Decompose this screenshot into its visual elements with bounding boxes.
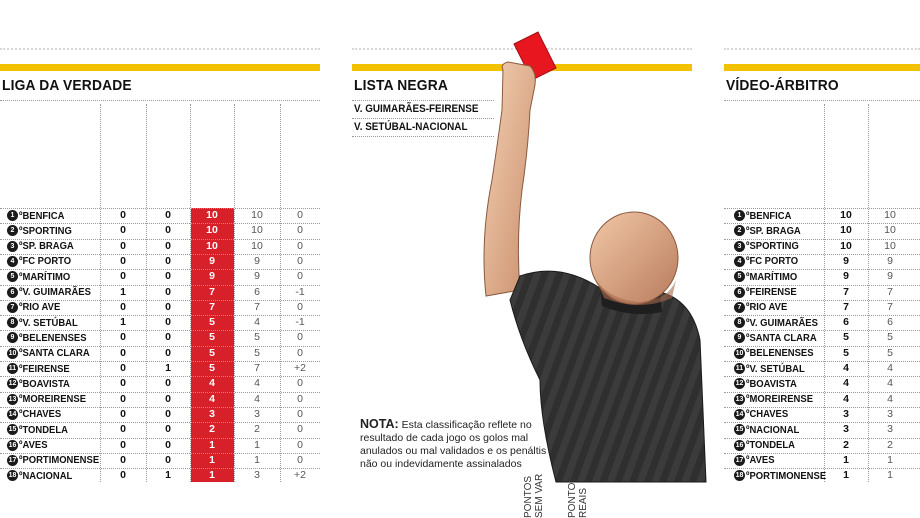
cell-reais: 7 <box>887 300 893 313</box>
rank-badge: 13 <box>8 395 17 403</box>
team-label: PORTIMONENSE <box>749 469 827 482</box>
rank-badge: 8 <box>7 317 18 328</box>
rank-badge: 1 <box>7 210 18 221</box>
rank-badge: 14 <box>735 410 744 418</box>
team-name <box>746 225 801 237</box>
cell-semvar: 2 <box>843 438 849 451</box>
team-label: V. SETÚBAL <box>22 316 78 329</box>
rank-suffix: º <box>746 454 750 467</box>
cell-prej: 1 <box>120 285 126 298</box>
rank-suffix: º <box>746 286 750 298</box>
cell-reais: 5 <box>887 331 893 344</box>
team-label: AVES <box>749 454 775 467</box>
team-label: MOREIRENSE <box>749 393 813 406</box>
table-row <box>734 468 827 483</box>
cell-semvar: 6 <box>843 316 849 329</box>
cell-verdade: 9 <box>209 270 215 283</box>
rank-suffix: º <box>746 347 750 360</box>
cell-reais: 6 <box>887 316 893 329</box>
cell-dif: 0 <box>297 224 303 237</box>
cell-benef: 0 <box>165 209 171 221</box>
cell-reais: 9 <box>887 254 893 267</box>
cell-dif: 0 <box>297 270 303 283</box>
table-row <box>734 346 824 361</box>
rank-badge: 4 <box>7 256 18 267</box>
cell-semvar: 1 <box>843 453 849 466</box>
rank-suffix: º <box>19 316 23 329</box>
cell-verdade: 7 <box>209 300 215 313</box>
rank-badge: 5 <box>7 271 18 282</box>
cell-reais: 10 <box>884 224 896 237</box>
rank-suffix: º <box>746 316 750 329</box>
cell-reais: 5 <box>887 346 893 359</box>
team-label: SANTA CLARA <box>22 347 90 360</box>
cell-benef: 0 <box>165 331 171 344</box>
cell-benef: 0 <box>165 453 171 466</box>
rank-suffix: º <box>19 240 23 253</box>
cell-dif: 0 <box>297 209 303 221</box>
rank-badge: 16 <box>8 441 17 449</box>
team-name <box>746 347 814 359</box>
team-label: V. SETÚBAL <box>749 362 805 375</box>
cell-dif: 0 <box>297 392 303 405</box>
rank-suffix: º <box>19 439 23 451</box>
cell-semvar: 7 <box>843 285 849 298</box>
rank-badge: 12 <box>8 380 17 388</box>
team-label: MOREIRENSE <box>22 393 86 406</box>
cell-semvar: 3 <box>843 407 849 420</box>
rank-suffix: º <box>19 209 23 222</box>
cell-semvar: 9 <box>843 254 849 267</box>
team-label: SPORTING <box>749 240 799 253</box>
cell-verdade: 5 <box>209 331 215 344</box>
cell-prej: 0 <box>120 254 126 267</box>
cell-reais: 3 <box>887 407 893 420</box>
cell-semvar: 10 <box>840 239 852 252</box>
team-label: SANTA CLARA <box>749 331 817 344</box>
rank-suffix: º <box>19 408 23 421</box>
lista-item-1: V. GUIMARÃES-FEIRENSE <box>354 103 479 115</box>
cell-benef: 0 <box>165 300 171 313</box>
table-row <box>734 407 824 422</box>
team-name <box>746 271 797 283</box>
rank-badge: 16 <box>735 441 744 449</box>
cell-reais: 4 <box>254 377 260 390</box>
cell-benef: 0 <box>165 239 171 252</box>
team-label: NACIONAL <box>749 423 800 436</box>
cell-reais: 7 <box>254 362 260 374</box>
rank-suffix: º <box>746 240 750 253</box>
team-label: CHAVES <box>749 408 789 421</box>
cell-dif: 0 <box>297 438 303 451</box>
cell-dif: 0 <box>297 239 303 252</box>
cell-benef: 0 <box>165 438 171 451</box>
table-row <box>734 330 824 345</box>
cell-reais: 10 <box>884 239 896 252</box>
cell-semvar: 4 <box>843 362 849 374</box>
team-name <box>746 210 791 222</box>
team-label: TONDELA <box>749 439 795 451</box>
team-label: FEIRENSE <box>22 362 70 375</box>
table-row <box>734 254 824 269</box>
cell-verdade: 5 <box>209 362 215 374</box>
cell-reais: 4 <box>887 377 893 390</box>
nota-label: NOTA: <box>360 417 399 431</box>
cell-dif: 0 <box>297 346 303 359</box>
cell-reais: 5 <box>254 346 260 359</box>
cell-benef: 0 <box>165 224 171 237</box>
cell-dif: 0 <box>297 300 303 313</box>
team-label: AVES <box>22 439 48 451</box>
cell-dif: 0 <box>297 423 303 436</box>
cell-prej: 0 <box>120 300 126 313</box>
table-row <box>734 392 824 407</box>
table-row <box>734 223 824 238</box>
cell-reais: 3 <box>254 469 260 482</box>
cell-prej: 0 <box>120 224 126 237</box>
team-label: BELENENSES <box>749 347 814 360</box>
team-label: FC PORTO <box>749 255 799 268</box>
table-row <box>734 453 824 468</box>
rank-badge: 11 <box>735 365 744 372</box>
rank-badge: 8 <box>734 317 745 328</box>
rank-suffix: º <box>19 393 23 406</box>
team-name <box>746 317 818 329</box>
rank-suffix: º <box>746 469 750 482</box>
cell-reais: 4 <box>887 362 893 374</box>
table-row <box>734 269 824 284</box>
cell-dif: 0 <box>297 377 303 390</box>
cell-dif: +2 <box>294 362 306 374</box>
cell-verdade: 1 <box>209 438 215 451</box>
cell-reais: 10 <box>251 224 263 237</box>
rank-badge: 10 <box>735 349 744 357</box>
rank-suffix: º <box>746 408 750 421</box>
cell-verdade: 10 <box>206 209 218 221</box>
cell-prej: 0 <box>120 270 126 283</box>
cell-reais: 3 <box>887 423 893 436</box>
cell-dif: 0 <box>297 254 303 267</box>
table-row <box>734 376 824 391</box>
cell-verdade: 4 <box>209 377 215 390</box>
cell-benef: 0 <box>165 254 171 267</box>
rank-badge: 2 <box>7 225 18 236</box>
rank-badge: 18 <box>735 472 744 480</box>
cell-benef: 0 <box>165 377 171 390</box>
table-row <box>734 361 824 376</box>
team-label: BELENENSES <box>22 331 87 344</box>
cell-benef: 0 <box>165 423 171 436</box>
cell-benef: 0 <box>165 346 171 359</box>
cell-benef: 0 <box>165 270 171 283</box>
cell-prej: 0 <box>120 239 126 252</box>
team-label: BOAVISTA <box>22 377 70 390</box>
rank-badge: 1 <box>734 210 745 221</box>
video-header-reais-line1: REAIS <box>578 487 589 518</box>
team-label: MARÍTIMO <box>22 270 71 283</box>
video-title-rule <box>724 100 920 101</box>
team-label: RIO AVE <box>749 301 788 314</box>
team-label: NACIONAL <box>22 469 73 482</box>
team-label: V. GUIMARÃES <box>749 316 818 329</box>
team-name <box>746 332 817 344</box>
cell-verdade: 3 <box>209 407 215 420</box>
rank-suffix: º <box>746 393 750 406</box>
rank-suffix: º <box>746 301 750 314</box>
team-label: CHAVES <box>22 408 62 421</box>
lista-item-2: V. SETÚBAL-NACIONAL <box>354 121 468 133</box>
cell-reais: 9 <box>254 270 260 283</box>
cell-dif: -1 <box>295 285 305 298</box>
cell-semvar: 1 <box>843 469 849 482</box>
nota-body: Esta classificação reflete no resultado de cada jogo os golos mal anulados ou mal validados e os penáltis não ou indevidamente assinalados <box>360 419 547 470</box>
cell-verdade: 2 <box>209 423 215 436</box>
cell-verdade: 1 <box>209 469 215 482</box>
rank-badge: 9 <box>7 332 18 343</box>
cell-benef: 0 <box>165 407 171 420</box>
cell-reais: 10 <box>251 209 263 221</box>
rank-suffix: º <box>19 286 23 298</box>
cell-semvar: 4 <box>843 377 849 390</box>
cell-reais: 4 <box>887 392 893 405</box>
cell-reais: 10 <box>251 239 263 252</box>
cell-reais: 9 <box>887 270 893 283</box>
team-name <box>746 408 788 420</box>
team-label: BENFICA <box>22 209 65 222</box>
cell-semvar: 5 <box>843 346 849 359</box>
table-row <box>734 239 824 254</box>
team-label: TONDELA <box>22 423 68 436</box>
rank-badge: 15 <box>735 426 744 434</box>
cell-benef: 1 <box>165 362 171 374</box>
cell-dif: 0 <box>297 407 303 420</box>
cell-reais: 9 <box>254 254 260 267</box>
team-label: FC PORTO <box>22 255 72 268</box>
cell-dif: -1 <box>295 316 305 329</box>
cell-reais: 1 <box>254 453 260 466</box>
rank-suffix: º <box>746 255 750 268</box>
cell-reais: 2 <box>887 438 893 451</box>
cell-prej: 0 <box>120 209 126 221</box>
table-row <box>734 315 824 330</box>
rank-suffix: º <box>19 255 23 268</box>
team-label: PORTIMONENSE <box>22 454 100 467</box>
rank-badge: 9 <box>734 332 745 343</box>
cell-prej: 0 <box>120 469 126 482</box>
cell-dif: 0 <box>297 453 303 466</box>
team-name <box>746 378 797 390</box>
rank-badge: 5 <box>734 271 745 282</box>
team-name <box>746 393 813 405</box>
rank-suffix: º <box>746 209 750 222</box>
cell-semvar: 10 <box>840 209 852 221</box>
cell-verdade: 10 <box>206 224 218 237</box>
cell-benef: 0 <box>165 316 171 329</box>
cell-verdade: 5 <box>209 316 215 329</box>
cell-reais: 7 <box>254 300 260 313</box>
cell-verdade: 9 <box>209 254 215 267</box>
cell-prej: 0 <box>120 362 126 374</box>
cell-semvar: 7 <box>843 300 849 313</box>
nota-text-block <box>360 418 550 471</box>
cell-prej: 0 <box>120 438 126 451</box>
cell-reais: 4 <box>254 316 260 329</box>
team-label: MARÍTIMO <box>749 270 798 283</box>
rank-badge: 6 <box>734 287 745 298</box>
cell-prej: 0 <box>120 423 126 436</box>
cell-semvar: 3 <box>843 423 849 436</box>
cell-semvar: 4 <box>843 392 849 405</box>
cell-verdade: 1 <box>209 453 215 466</box>
team-label: SP. BRAGA <box>22 240 74 253</box>
cell-reais: 2 <box>254 423 260 436</box>
rank-suffix: º <box>19 347 23 360</box>
cell-prej: 1 <box>120 316 126 329</box>
cell-reais: 1 <box>254 438 260 451</box>
cell-verdade: 10 <box>206 239 218 252</box>
rank-badge: 17 <box>8 456 17 464</box>
cell-semvar: 10 <box>840 224 852 237</box>
cell-reais: 10 <box>884 209 896 221</box>
team-name <box>746 255 798 267</box>
rank-badge: 6 <box>7 287 18 298</box>
rank-suffix: º <box>19 362 23 375</box>
cell-prej: 0 <box>120 346 126 359</box>
cell-reais: 7 <box>887 285 893 298</box>
cell-benef: 0 <box>165 392 171 405</box>
liga-title: LIGA DA VERDADE <box>2 77 132 94</box>
rank-suffix: º <box>19 331 23 344</box>
team-name <box>746 286 797 298</box>
team-name <box>746 454 775 466</box>
cell-dif: 0 <box>297 331 303 344</box>
team-label: FEIRENSE <box>749 286 797 298</box>
rank-suffix: º <box>746 439 750 451</box>
lista-title: LISTA NEGRA <box>354 77 449 94</box>
team-label: SPORTING <box>22 224 72 237</box>
team-label: RIO AVE <box>22 301 61 314</box>
video-header-semvar-line1: SEM VAR <box>534 473 545 518</box>
rank-badge: 11 <box>8 365 17 372</box>
team-label: V. GUIMARÃES <box>22 286 91 298</box>
rank-suffix: º <box>19 454 23 467</box>
team-name <box>746 240 799 252</box>
rank-badge: 7 <box>734 302 745 313</box>
cell-prej: 0 <box>120 392 126 405</box>
referee-head <box>590 212 678 305</box>
team-label: SP. BRAGA <box>749 224 801 237</box>
table-row <box>734 285 824 300</box>
cell-prej: 0 <box>120 331 126 344</box>
cell-reais: 3 <box>254 407 260 420</box>
rank-suffix: º <box>746 270 750 283</box>
team-name <box>746 363 805 375</box>
rank-badge: 12 <box>735 380 744 388</box>
video-header-reais-line0: PONTOS <box>567 475 578 518</box>
cell-reais: 6 <box>254 285 260 298</box>
rank-badge: 18 <box>8 472 17 480</box>
rank-suffix: º <box>19 224 23 237</box>
cell-prej: 0 <box>120 407 126 420</box>
rank-suffix: º <box>19 270 23 283</box>
cell-dif: +2 <box>294 469 306 482</box>
rank-badge: 13 <box>735 395 744 403</box>
rank-badge: 14 <box>8 410 17 418</box>
rank-badge: 10 <box>8 349 17 357</box>
team-name <box>746 470 826 482</box>
rank-badge: 15 <box>8 426 17 434</box>
referee-arm <box>484 62 535 296</box>
table-row <box>734 422 824 437</box>
cell-semvar: 9 <box>843 270 849 283</box>
cell-verdade: 5 <box>209 346 215 359</box>
rank-badge: 17 <box>735 456 744 464</box>
team-name <box>746 439 795 451</box>
cell-verdade: 4 <box>209 392 215 405</box>
rank-badge: 2 <box>734 225 745 236</box>
cell-reais: 5 <box>254 331 260 344</box>
cell-reais: 1 <box>887 469 893 482</box>
team-name <box>746 301 787 313</box>
cell-reais: 1 <box>887 453 893 466</box>
cell-verdade: 7 <box>209 285 215 298</box>
cell-reais: 4 <box>254 392 260 405</box>
rank-suffix: º <box>746 362 750 375</box>
video-title: VÍDEO-ÁRBITRO <box>726 77 839 94</box>
team-label: BENFICA <box>749 209 792 222</box>
cell-prej: 0 <box>120 453 126 466</box>
table-row <box>734 208 824 223</box>
table-row <box>734 300 824 315</box>
rank-suffix: º <box>746 331 750 344</box>
rank-badge: 3 <box>7 241 18 252</box>
cell-benef: 1 <box>165 469 171 482</box>
video-header-semvar-line0: PONTOS <box>523 475 534 518</box>
rank-badge: 7 <box>7 302 18 313</box>
rank-suffix: º <box>19 423 23 436</box>
cell-prej: 0 <box>120 377 126 390</box>
rank-suffix: º <box>19 301 23 314</box>
rank-suffix: º <box>746 423 750 436</box>
cell-semvar: 5 <box>843 331 849 344</box>
rank-suffix: º <box>19 377 23 390</box>
rank-suffix: º <box>746 224 750 237</box>
table-row <box>734 438 824 453</box>
team-name <box>746 424 799 436</box>
rank-suffix: º <box>19 469 23 482</box>
rank-suffix: º <box>746 377 750 390</box>
cell-benef: 0 <box>165 285 171 298</box>
team-label: BOAVISTA <box>749 377 797 390</box>
rank-badge: 3 <box>734 241 745 252</box>
rank-badge: 4 <box>734 256 745 267</box>
